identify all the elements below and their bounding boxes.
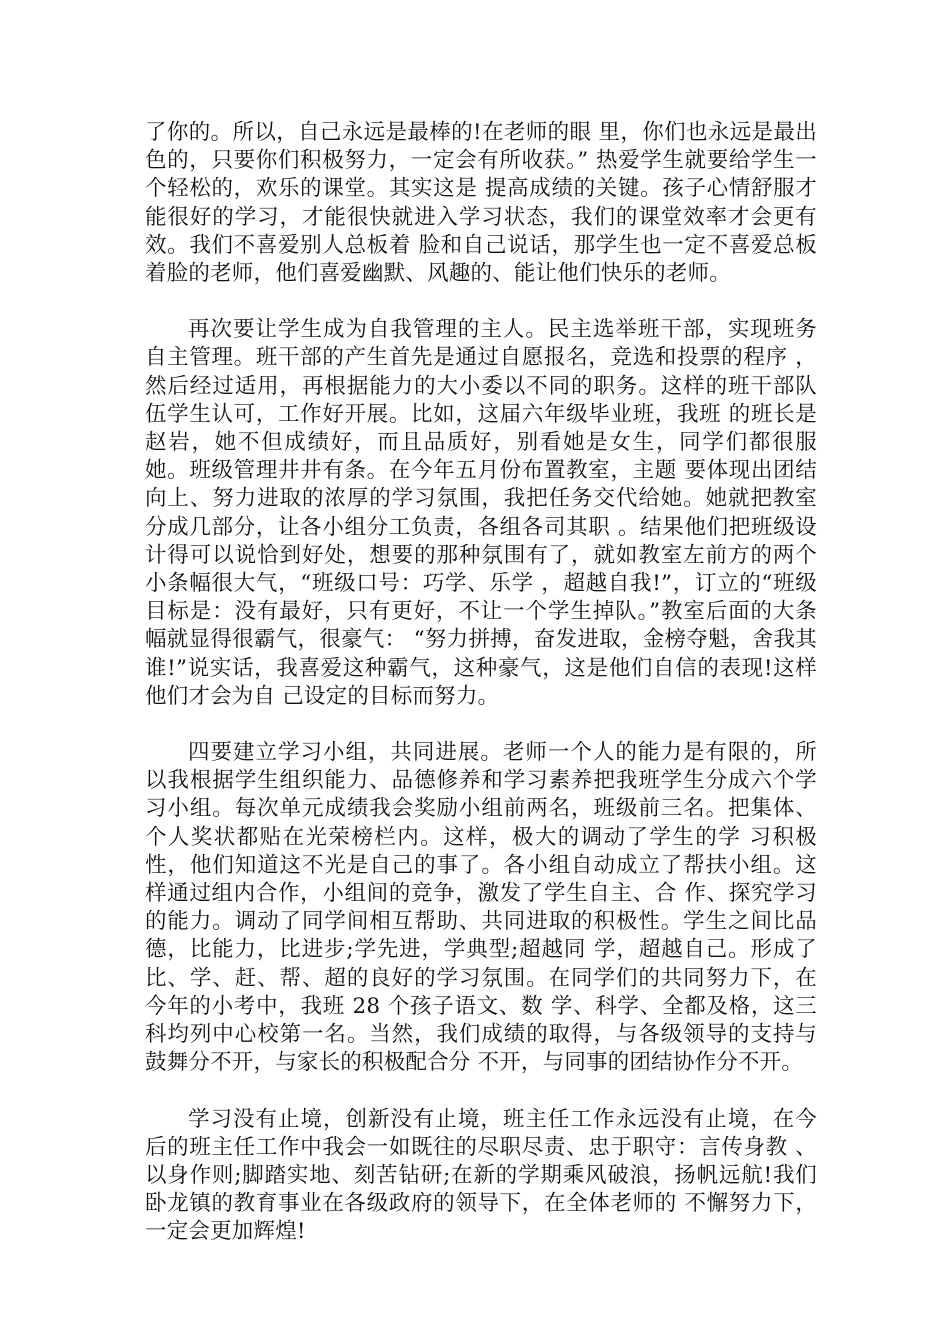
paragraph-4: 学习没有止境，创新没有止境，班主任工作永远没有止境，在今后的班主任工作中我会一如既往的尽职尽责、忠于职守：言传身教 、以身作则;脚踏实地、刻苦钻研;在新的学期乘风破浪，扬帆远航!我们卧龙镇的教育事业在各级政府的领导下，在全体老师的 不懈努力下，一定会更加辉煌!: [145, 1106, 817, 1245]
paragraph-1: 了你的。所以，自己永远是最棒的!在老师的眼 里，你们也永远是最出色的，只要你们积极努力，一定会有所收获。” 热爱学生就要给学生一个轻松的，欢乐的课堂。其实这是 提高成绩的关键。孩子心情舒服才能很好的学习，才能很快就进入学习状态，我们的课堂效率才会更有效。我们不喜爱别人总板着 脸和自己说话，那学生也一定不喜爱总板着脸的老师，他们喜爱幽默、风趣的、能让他们快乐的老师。: [145, 120, 817, 287]
paragraph-3: 四要建立学习小组，共同进展。老师一个人的能力是有限的，所以我根据学生组织能力、品德修养和学习素养把我班学生分成六个学习小组。每次单元成绩我会奖励小组前两名，班级前三名。把集体、个人奖状都贴在光荣榜栏内。这样，极大的调动了学生的学 习积极性，他们知道这不光是自己的事了。各小组自动成立了帮扶小组。这样通过组内合作，小组间的竞争，激发了学生自主、合 作、探究学习的能力。调动了同学间相互帮助、共同进取的积极性。学生之间比品德，比能力，比进步;学先进，学典型;超越同 学，超越自己。形成了比、学、赶、帮、超的良好的学习氛围。在同学们的共同努力下，在今年的小考中，我班 28 个孩子语文、数 学、科学、全都及格，这三科均列中心校第一名。当然，我们成绩的取得，与各级领导的支持与鼓舞分不开，与家长的积极配合分 不开，与同事的团结协作分不开。: [145, 740, 817, 1076]
document-body: [145, 119, 817, 1275]
paragraph-2: 再次要让学生成为自我管理的主人。民主选举班干部，实现班务自主管理。班干部的产生首先是通过自愿报名，竞选和投票的程序 ，然后经过适用，再根据能力的大小委以不同的职务。这样的班干部队伍学生认可，工作好开展。比如，这届六年级毕业班，我班 的班长是赵岩，她不但成绩好，而且品质好，别看她是女生，同学们都很服她。班级管理井井有条。在今年五月份布置教室，主题 要体现出团结向上、努力进取的浓厚的学习氛围，我把任务交代给她。她就把教室分成几部分，让各小组分工负责，各组各司其职 。结果他们把班级设计得可以说恰到好处，想要的那种氛围有了，就如教室左前方的两个小条幅很大气，“班级口号：巧学、乐学 ，超越自我!”，订立的“班级目标是：没有最好，只有更好，不让一个学生掉队。”教室后面的大条幅就显得很霸气，很豪气： “努力拼搏，奋发进取，金榜夺魁，舍我其谁!”说实话，我喜爱这种霸气，这种豪气，这是他们自信的表现!这样他们才会为自 己设定的目标而努力。: [145, 317, 817, 709]
